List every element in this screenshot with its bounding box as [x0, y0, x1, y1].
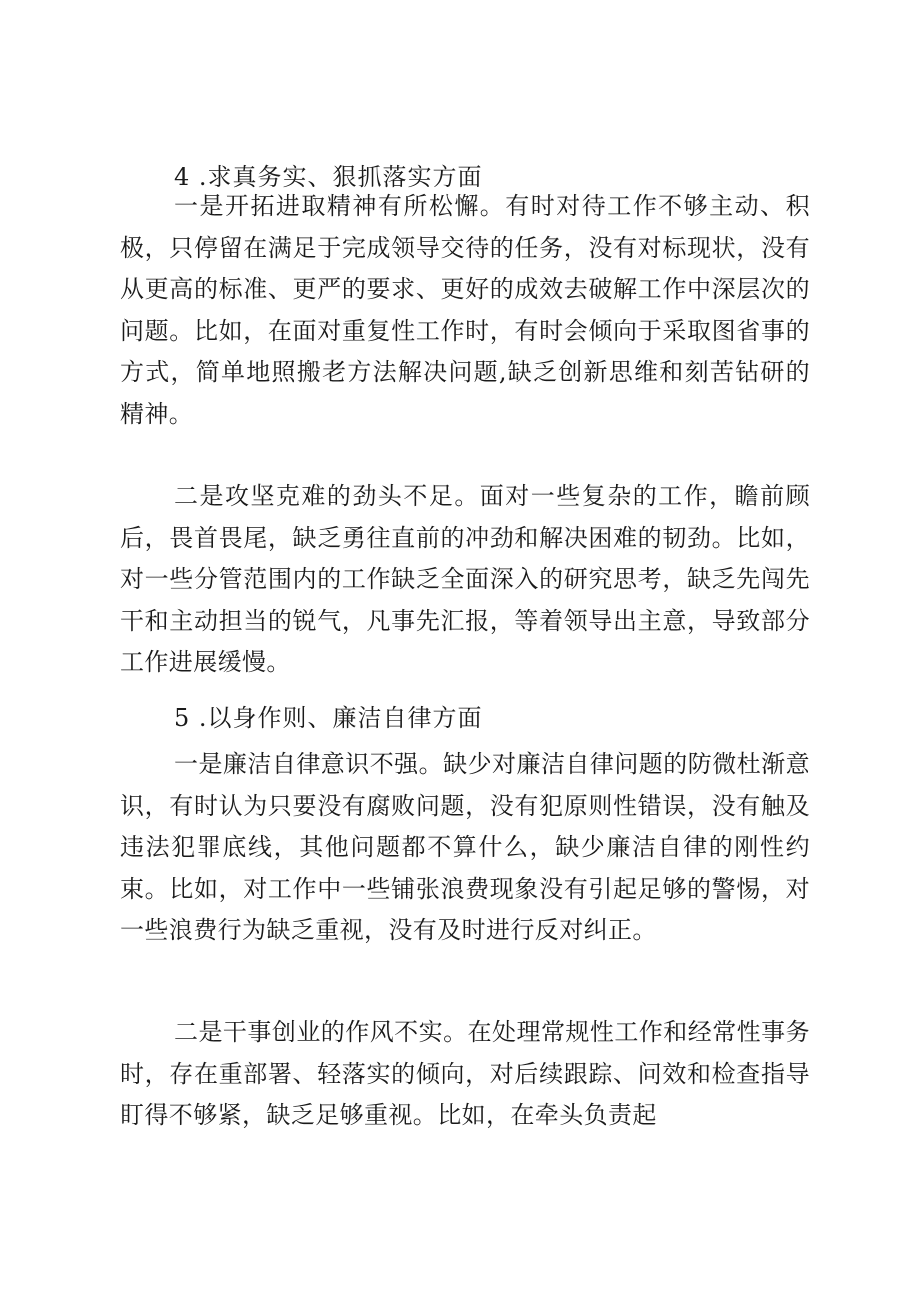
- section-5-heading: 5 .以身作则、廉洁自律方面: [174, 704, 483, 732]
- section-5-paragraph-2: 二是干事创业的作风不实。在处理常规性工作和经常性事务时，存在重部署、轻落实的倾向，对后续跟踪、问效和检查指导盯得不够紧，缺乏足够重视。比如，在牵头负责起: [120, 1018, 810, 1129]
- section-4-heading: 4 .求真务实、狠抓落实方面: [174, 163, 483, 191]
- section-4-paragraph-2: 二是攻坚克难的劲头不足。面对一些复杂的工作，瞻前顾后，畏首畏尾，缺乏勇往直前的冲劲和解决困难的韧劲。比如，对一些分管范围内的工作缺乏全面深入的研究思考，缺乏先闯先干和主动担当的锐气，凡事先汇报，等着领导出主意，导致部分工作进展缓慢。: [120, 482, 810, 676]
- section-5-paragraph-1: 一是廉洁自律意识不强。缺少对廉洁自律问题的防微杜渐意识，有时认为只要没有腐败问题，没有犯原则性错误，没有触及违法犯罪底线，其他问题都不算什么，缺少廉洁自律的刚性约束。比如，对工作中一些铺张浪费现象没有引起足够的警惕，对一些浪费行为缺乏重视，没有及时进行反对纠正。: [120, 750, 810, 944]
- section-4-paragraph-1: 一是开拓进取精神有所松懈。有时对待工作不够主动、积极，只停留在满足于完成领导交待的任务，没有对标现状，没有从更高的标准、更严的要求、更好的成效去破解工作中深层次的问题。比如，在面对重复性工作时，有时会倾向于采取图省事的方式，简单地照搬老方法解决问题,缺乏创新思维和刻苦钻研的精神。: [120, 192, 810, 428]
